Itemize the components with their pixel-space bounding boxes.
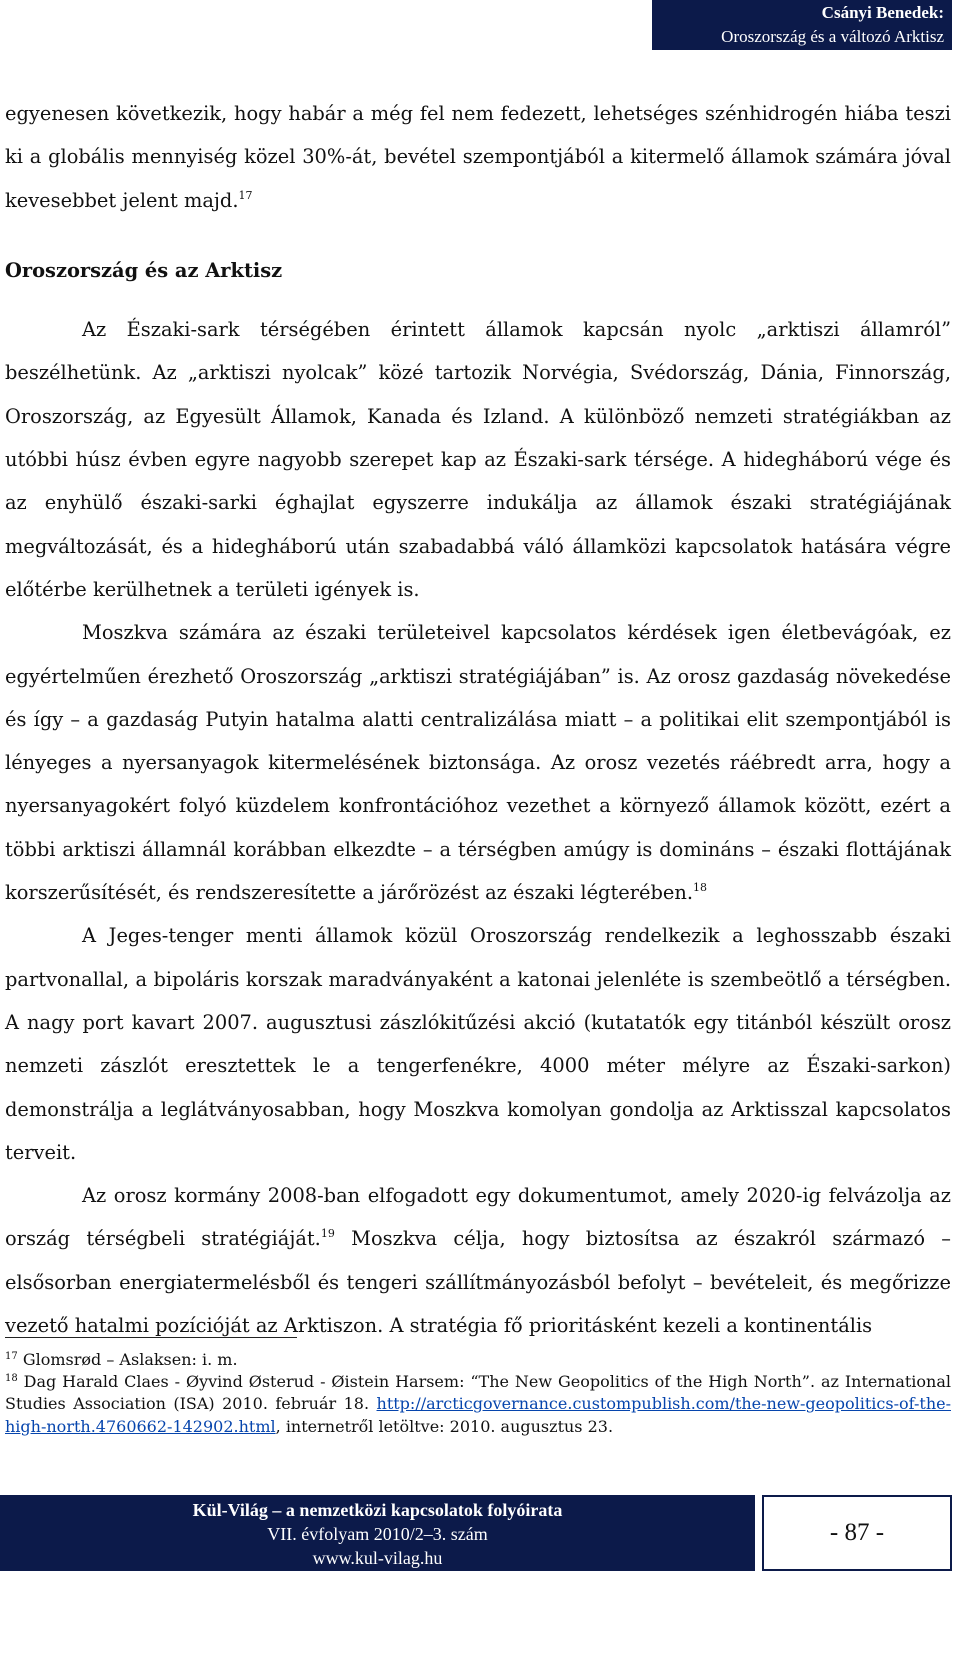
running-header xyxy=(652,0,952,50)
paragraph: A Jeges-tenger menti államok közül Oroszország rendelkezik a leghosszabb északi partvonallal, a bipoláris korszak maradványaként a katonai jelenléte is szembeötlő a térségben. A nagy port kavart 2007. augusztusi zászlókitűzési akció (kutatatók egy titánból készült orosz nemzeti zászlót eresztettek le a tengerfenékre, 4000 méter mélyre az Északi-sarkon) demonstrálja a leglátványosabban, hogy Moszkva komolyan gondolja az Arktisszal kapcsolatos terveit. xyxy=(5,924,951,1164)
footnote-ref[interactable]: 18 xyxy=(693,881,708,895)
section-heading: Oroszország és az Arktisz xyxy=(5,258,283,282)
article-body xyxy=(5,92,951,1347)
paragraph: Az orosz kormány 2008-ban elfogadott egy dokumentumot, amely 2020-ig felvázolja az ország térségbeli stratégiáját.$^{19}$ Moszkva célja, hogy biztosítsa az északról származó – elsősorban energiatermelésből és tengeri szállítmányozásból befolyt – bevételeit, és megőrizze vezető hatalmi pozícióját az Arktiszon. A stratégia fő prioritásként kezeli a kontinentális xyxy=(5,1184,952,1338)
footnote-ref[interactable]: 17 xyxy=(238,188,253,202)
journal-website: www.kul-vilag.hu xyxy=(312,1548,443,1568)
journal-issue: VII. évfolyam 2010/2–3. szám xyxy=(267,1524,488,1544)
journal-footer xyxy=(0,1495,755,1571)
footnote: $^{17}$ Glomsrød – Aslaksen: i. m. xyxy=(5,1350,238,1369)
footnotes xyxy=(5,1349,951,1438)
paragraph: Az Északi-sark térségében érintett államok kapcsán nyolc „arktiszi államról” beszélhetünk. Az „arktiszi nyolcak” közé tartozik Norvégia, Svédország, Dánia, Finnország, Oroszország, az Egyesült Államok, Kanada és Izland. A különböző nemzeti stratégiákban az utóbbi húsz évben egyre nagyobb szerepet kap az Északi-sark térsége. A hidegháború vége és az enyhülő északi-sarki éghajlat egyszerre indukálja az államok északi stratégiájának megváltozását, és a hidegháború után szabadabbá váló államközi kapcsolatok hatására végre előtérbe kerülhetnek a területi igények is. xyxy=(5,318,951,601)
footnote-ref[interactable]: 19 xyxy=(320,1227,335,1241)
paragraph: egyenesen következik, hogy habár a még fel nem fedezett, lehetséges szénhidrogén hiába teszi ki a globális mennyiség közel 30%-át, bevétel szempontjából a kitermelő államok számára jóval kevesebbet jelent majd.$^{17}$ xyxy=(5,102,951,212)
footnote-number: 17 xyxy=(5,1351,18,1362)
footnote-separator xyxy=(5,1337,297,1338)
page-number: - 87 - xyxy=(762,1495,952,1571)
header-article-title: Oroszország és a változó Arktisz xyxy=(721,27,944,46)
journal-name: Kül-Világ – a nemzetközi kapcsolatok folyóirata xyxy=(192,1500,563,1520)
paragraph: Moszkva számára az északi területeivel kapcsolatos kérdések igen életbevágóak, ez egyértelműen érezhető Oroszország „arktiszi stratégiájában” is. Az orosz gazdaság növekedése és így – a gazdaság Putyin hatalma alatti centralizálása miatt – a politikai elit szempontjából is lényeges a nyersanyagok kitermelésének biztonsága. Az orosz vezetés ráébredt arra, hogy a nyersanyagokért folyó küzdelem konfrontációhoz vezethet a környező államok között, ezért a többi arktiszi államnál korábban elkezdte – a térségben amúgy is domináns – északi flottájának korszerűsítését, és rendszeresítette a járőrözést az északi légterében.$^{18}$ xyxy=(5,621,951,905)
footnote-number: 18 xyxy=(5,1373,18,1385)
footnote: $^{18}$ Dag Harald Claes - Øyvind Østerud - Øistein Harsem: “The New Geopolitics of the High North”. az International Studies Association (ISA) 2010. február 18. http://arcticgovernance.custompublish.com/the-new-geopolitics-of-the-high-north.4760662-142902.html, internetről letöltve: 2010. augusztus 23. xyxy=(5,1372,951,1436)
footnote-link[interactable]: http://arcticgovernance.custompublish.com/the-new-geopolitics-of-the-high-north.4760662-142902.html xyxy=(5,1394,951,1436)
header-author: Csányi Benedek: xyxy=(821,3,944,22)
